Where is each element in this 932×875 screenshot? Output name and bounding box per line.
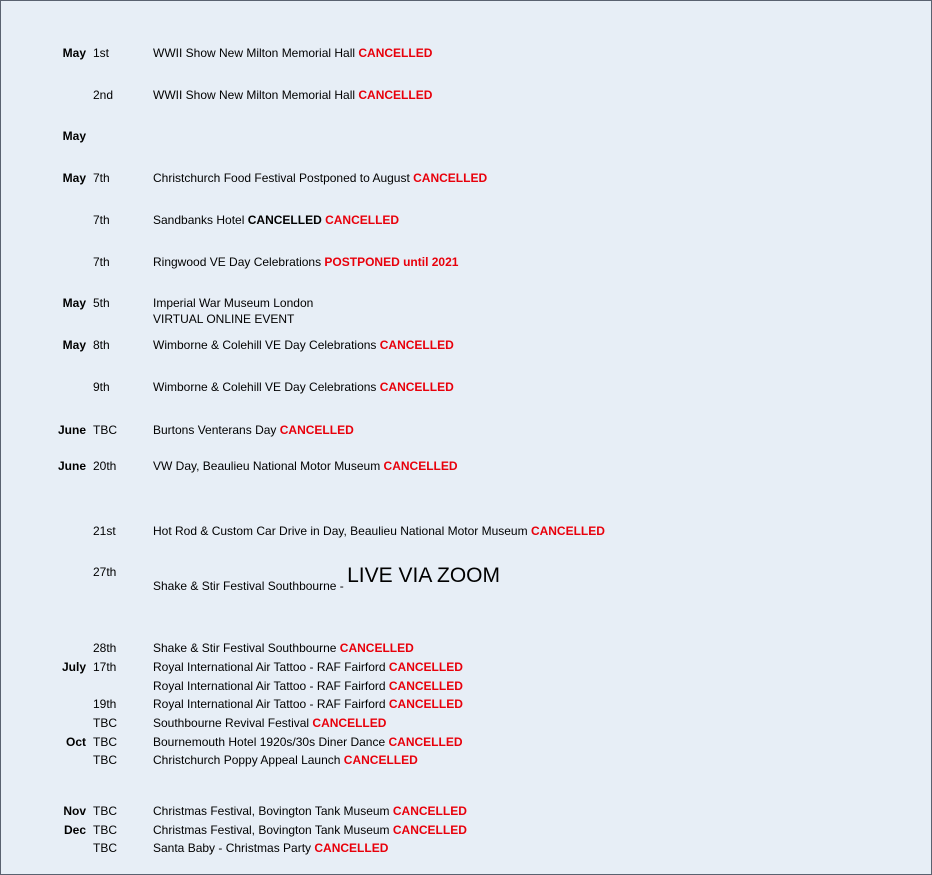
- event-title: [153, 379, 454, 395]
- event-title: [153, 640, 414, 656]
- event-status: CANCELLED: [388, 660, 463, 674]
- event-day: 19th: [93, 697, 117, 711]
- event-name: Hot Rod & Custom Car Drive in Day, Beaulieu National Motor Museum: [153, 524, 531, 538]
- event-title: [153, 752, 418, 768]
- event-subtitle: VIRTUAL ONLINE EVENT: [153, 312, 295, 326]
- event-status: CANCELLED: [379, 338, 454, 352]
- event-title: [153, 840, 388, 856]
- event-name: WWII Show New Milton Memorial Hall: [153, 88, 359, 102]
- event-title: [153, 715, 386, 731]
- event-title: [153, 564, 500, 593]
- event-title: [153, 337, 454, 353]
- event-month: June: [57, 423, 86, 437]
- event-day: 9th: [93, 380, 110, 394]
- event-day: TBC: [93, 823, 117, 837]
- event-day: TBC: [93, 716, 117, 730]
- event-day: 27th: [93, 565, 117, 579]
- event-name: Christchurch Poppy Appeal Launch: [153, 753, 344, 767]
- event-day: 7th: [93, 213, 110, 227]
- event-status: POSTPONED until 2021: [324, 255, 459, 269]
- event-name: Royal International Air Tattoo - RAF Fairford: [153, 660, 389, 674]
- event-title: [153, 422, 354, 438]
- event-status: CANCELLED: [530, 524, 605, 538]
- event-status: CANCELLED: [314, 841, 389, 855]
- event-status: CANCELLED: [392, 804, 467, 818]
- event-day: TBC: [93, 735, 117, 749]
- event-status: CANCELLED: [413, 171, 488, 185]
- event-status: CANCELLED: [343, 753, 418, 767]
- event-day: 17th: [93, 660, 117, 674]
- event-status: CANCELLED: [358, 46, 433, 60]
- event-day: 7th: [93, 171, 110, 185]
- event-big-note: LIVE VIA ZOOM: [347, 564, 500, 587]
- event-name: Ringwood VE Day Celebrations: [153, 255, 325, 269]
- event-day: 28th: [93, 641, 117, 655]
- event-day: 7th: [93, 255, 110, 269]
- event-status: CANCELLED: [321, 213, 400, 227]
- event-title: [153, 803, 467, 819]
- event-day: 2nd: [93, 88, 114, 102]
- event-day: 5th: [93, 296, 110, 310]
- event-day: 8th: [93, 338, 110, 352]
- event-status: CANCELLED: [279, 423, 354, 437]
- event-name: Royal International Air Tattoo - RAF Fairford: [153, 679, 389, 693]
- event-status: CANCELLED: [388, 697, 463, 711]
- event-title: [153, 678, 463, 694]
- event-name: Santa Baby - Christmas Party: [153, 841, 315, 855]
- event-status: CANCELLED: [388, 735, 463, 749]
- event-status: CANCELLED: [379, 380, 454, 394]
- event-month: June: [57, 459, 86, 473]
- event-name: VW Day, Beaulieu National Motor Museum: [153, 459, 384, 473]
- event-title: [153, 659, 463, 675]
- event-status: CANCELLED: [358, 88, 433, 102]
- event-month: July: [61, 660, 86, 674]
- event-status: CANCELLED: [339, 641, 414, 655]
- event-day: TBC: [93, 753, 117, 767]
- event-title: [153, 696, 463, 712]
- event-name: WWII Show New Milton Memorial Hall: [153, 46, 359, 60]
- event-month: Oct: [65, 735, 86, 749]
- event-name: Southbourne Revival Festival: [153, 716, 313, 730]
- event-month: May: [62, 46, 86, 60]
- event-name: Sandbanks Hotel: [153, 213, 248, 227]
- event-status: CANCELLED: [388, 679, 463, 693]
- event-name: Christmas Festival, Bovington Tank Museum: [153, 804, 393, 818]
- event-status-black: CANCELLED: [247, 213, 322, 227]
- event-status: CANCELLED: [312, 716, 387, 730]
- event-month: Nov: [63, 804, 86, 818]
- event-name: Shake & Stir Festival Southbourne: [153, 641, 340, 655]
- event-title: [153, 45, 432, 61]
- event-name: Royal International Air Tattoo - RAF Fairford: [153, 697, 389, 711]
- event-day: TBC: [93, 423, 117, 437]
- event-title: [153, 295, 313, 327]
- event-month: Dec: [63, 823, 86, 837]
- event-day: 21st: [93, 524, 116, 538]
- event-name: Christmas Festival, Bovington Tank Museum: [153, 823, 393, 837]
- event-title: [153, 254, 458, 270]
- event-name: Christchurch Food Festival Postponed to August: [153, 171, 414, 185]
- event-name: Shake & Stir Festival Southbourne -: [153, 579, 348, 593]
- event-month: May: [62, 338, 86, 352]
- event-title: [153, 170, 487, 186]
- event-name: Imperial War Museum London: [153, 296, 314, 310]
- event-name: Burtons Venterans Day: [153, 423, 280, 437]
- event-month: May: [62, 129, 86, 143]
- event-status: CANCELLED: [392, 823, 467, 837]
- event-month: May: [62, 171, 86, 185]
- event-title: [153, 87, 432, 103]
- event-day: TBC: [93, 841, 117, 855]
- event-month: May: [62, 296, 86, 310]
- event-day: 20th: [93, 459, 117, 473]
- event-title: [153, 822, 467, 838]
- event-day: TBC: [93, 804, 117, 818]
- event-title: [153, 212, 399, 228]
- event-title: [153, 734, 462, 750]
- event-name: Bournemouth Hotel 1920s/30s Diner Dance: [153, 735, 389, 749]
- event-status: CANCELLED: [383, 459, 458, 473]
- event-name: Wimborne & Colehill VE Day Celebrations: [153, 380, 380, 394]
- event-day: 1st: [93, 46, 110, 60]
- event-title: [153, 523, 605, 539]
- event-title: [153, 458, 458, 474]
- event-name: Wimborne & Colehill VE Day Celebrations: [153, 338, 380, 352]
